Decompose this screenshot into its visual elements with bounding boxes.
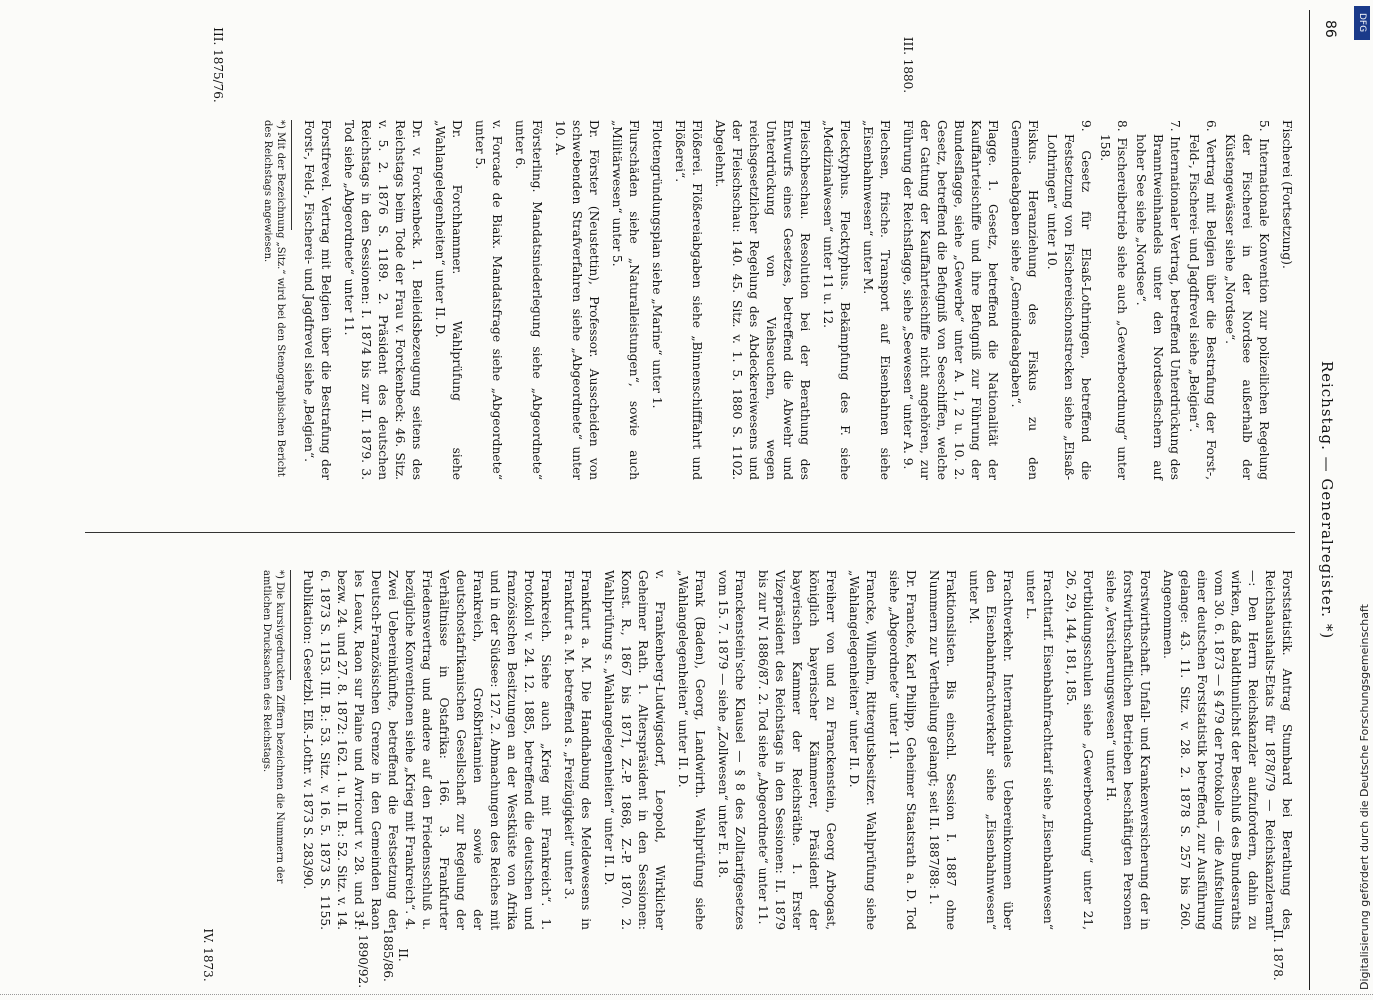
index-entry: Flottengründungsplan siehe „Marine“ unter 1. bbox=[650, 120, 664, 409]
list-item: 8. Fischereibetrieb siehe auch „Gewerbeordnung“ unter 158. bbox=[1098, 120, 1129, 480]
index-entry: Freiherr von und zu Franckenstein, Georg Arbogast, königlich bayerischer Kämmerer, Präsident der bayerischen Kammer der Reichsräthe. 1. Erster Vizepräsident des Reichstags in den Sessionen: II. 1879 bis zur IV. 1886/87. 2. Tod siehe „Abgeordnete“ unter 11. bbox=[756, 570, 838, 930]
index-entry: Dr. v. Forckenbeck. 1. Beileidsbezeugung seitens des Reichstags beim Tode der Frau v. Forckenbeck: 46. Sitz. v. 5. 2. 1876 S. 1189. 2. Präsident des deutschen Reichstags in den Sessionen: I. 1874 bis zur II. 1879. 3. Tod siehe „Abgeordnete“ unter 11. bbox=[342, 120, 424, 480]
index-entry: Flößerei. Flößereiabgaben siehe „Binnenschifffahrt und Flößerei“. bbox=[673, 120, 704, 480]
right-column bbox=[85, 570, 1295, 930]
scan-edge-line bbox=[0, 994, 1373, 995]
index-entry: v. Frankenberg-Ludwigsdorf, Leopold, Wirklicher Geheimer Rath. 1. Alterspräsident in den Sessionen: Konst. R., 1867 bis 1871, Z.-P. 1868, Z.-P. 1870. 2. Wahlprüfung s. „Wahlangelegenheiten“ unter II. D. bbox=[602, 570, 667, 930]
index-entry: Forstfrevel. Vertrag mit Belgien über die Bestrafung der Forst-, Feld-, Fischerei- und Jagdfrevel siehe „Belgien“. bbox=[302, 120, 333, 480]
left-margin-notes bbox=[85, 20, 1295, 110]
index-entry: Fiskus. Heranziehung des Fiskus zu den Gemeindeabgaben siehe „Gemeindeabgaben“. bbox=[1009, 120, 1040, 480]
margin-note: II. 1885/86. bbox=[381, 928, 410, 982]
index-entry: Dr. Francke, Karl Philipp, Geheimer Staatsrath a. D. Tod siehe „Abgeordnete“ unter 11. bbox=[887, 570, 918, 930]
footnote-rule bbox=[290, 570, 291, 680]
running-title: Reichstag. — Generalregister. *) bbox=[1318, 360, 1336, 640]
list-item: 6. Vertrag mit Belgien über die Bestrafung der Forst-, Feld-, Fischerei- und Jagdfrevel siehe „Belgien“. bbox=[1187, 120, 1218, 480]
index-entry: Frachtverkehr. Internationales Uebereinkommen über den Eisenbahnfrachtverkehr siehe „Eisenbahnwesen“ unter M. bbox=[967, 570, 1015, 930]
digitization-credit bbox=[1330, 0, 1370, 1000]
index-entry: Frachttarif. Eisenbahnfrachttarif siehe „Eisenbahnwesen“ unter L. bbox=[1024, 570, 1055, 930]
index-entry: Försterling. Mandatsniederlegung siehe „Abgeordnete“ unter 6. bbox=[513, 120, 544, 480]
header-rule bbox=[1309, 10, 1310, 990]
page-number: 86 bbox=[1322, 20, 1338, 38]
margin-note: III. 1880. bbox=[901, 36, 915, 94]
index-entry: v. Forcade de Biaix. Mandatsfrage siehe „Abgeordnete“ unter 5. bbox=[473, 120, 504, 480]
margin-note: III. 1875/76. bbox=[211, 27, 225, 103]
index-entry: Dr. Forchhammer. Wahlprüfung siehe „Wahlangelegenheiten“ unter II. D. bbox=[433, 120, 464, 480]
index-entry: Frankreich. Siehe auch „Krieg mit Frankreich“. 1. Protokoll v. 24. 12. 1885, betreffend die deutschen und französischen Besitzungen an der Westküste von Afrika und in der Südsee: 127. 2. Abmachungen des Reiches mit Frankreich, Großbritannien sowie der deutschostafrikanischen Gesellschaft zur Regelung der Verhältnisse in Ostafrika: 166. 3. Frankfurter Friedensvertrag und andere auf den Friedensschluß u. bezügliche Konventionen siehe „Krieg mit Frankreich“. 4. Zwei Uebereinkünfte, betreffend die Festsetzung der Deutsch-Französischen Grenze in den Gemeinden Raon les Leaux, Raon sur Plaine und Avricourt v. 28. und 31. bezw. 24. und 27. 8. 1872: 162. 1. u. II. B.: 52. Sitz. v. 14. 6. 1873 S. 1153. III. B.: 53. Sitz. v. 16. 5. 1873 S. 1155. Publikation: Gesetzbl. Elß.-Lothr. v. 1873 S. 283/90. bbox=[301, 570, 553, 930]
index-entry: Flagge. 1. Gesetz, betreffend die Nationalität der Kauffahrteischiffe und ihre Befugniß zur Führung der Bundesflagge, siehe „Gewerbe“ unter A. 1, 2 u. 10. 2. Gesetz, betreffend die Befugniß von Seeschiffen, welche der Gattung der Kauffahrteischiffe nicht angehören, zur Führung der Reichsflagge, siehe „Seewesen“ unter A. 9. bbox=[901, 120, 1000, 480]
index-entry: Francke, Wilhelm, Rittergutsbesitzer. Wahlprüfung siehe „Wahlangelegenheiten“ unter II. D. bbox=[847, 570, 878, 930]
list-item: 5. Internationale Konvention zur polizeilichen Regelung der Fischerei in der Nordsee außerhalb der Küstengewässer siehe „Nordsee“. bbox=[1223, 120, 1271, 480]
footnote: *) Mit der Bezeichnung „Sitz.“ wird bei den Stenographischen Bericht des Reichstags angewiesen. bbox=[262, 120, 286, 477]
margin-note: I. 1890/92. bbox=[356, 921, 370, 989]
list-item: 7. Internationaler Vertrag, betreffend Unterdrückung des Branntweinhandels unter den Nordseefischern auf hoher See siehe „Nordsee“. bbox=[1134, 120, 1182, 480]
left-column bbox=[85, 120, 1295, 480]
dfg-logo: DFG bbox=[1354, 6, 1370, 40]
credit-text: Digitalisierung gefördert durch die Deutsche Forschungsgemeinschaft bbox=[1358, 604, 1371, 990]
index-entry: Franckenstein'sche Klausel — § 8 des Zolltarifgesetzes vom 15. 7. 1879 — siehe „Zollwesen“ unter E. 18. bbox=[716, 570, 747, 930]
index-entry: Flecktyphus. Flecktyphus. Bekämpfung des F. siehe „Medizinalwesen“ unter 11 u. 12. bbox=[821, 120, 852, 480]
right-margin-notes bbox=[85, 920, 1295, 990]
index-entry: Fleischbeschau. Resolution bei der Berathung des Entwurfs eines Gesetzes, betreffend die Abwehr und Unterdrückung von Viehseuchen, wegen reichsgesetzlicher Regelung des Abdeckereiwesens und der Fleischschau: 140. 45. Sitz. v. 1. 5. 1880 S. 1102. Abgelehnt. bbox=[713, 120, 812, 480]
index-entry: Forststatistik. Antrag Stumbard bei Berathung des Reichshaushalts-Etats für 1878/79 — Reichskanzleramt —: Den Herrn Reichskanzler aufzufordern, dahin zu wirken, daß baldthunlichst der Beschluß des Bundesraths vom 30. 6. 1873 — § 479 der Protokolle — die Aufstellung einer deutschen Forststatistik betreffend, zur Ausführung gelange: 43. 11. Sitz. v. 28. 2. 1878 S. 257 bis 260. Angenommen. bbox=[1161, 570, 1294, 930]
rotated-page bbox=[30, 10, 1350, 990]
index-entry: Dr. Förster (Neustettin), Professor. Ausscheiden von schwebenden Strafverfahren siehe „Abgeordnete“ unter 10. A. bbox=[553, 120, 601, 480]
footnote: *) Die kursivgedruckten Ziffern bezeichnen die Nummern der amtlichen Drucksachen des Reichstags. bbox=[261, 570, 285, 884]
index-entry: Flurschäden siehe „Naturalleistungen“, sowie auch „Militärwesen“ unter 5. bbox=[610, 120, 641, 480]
margin-note: II. 1878. bbox=[1271, 929, 1285, 981]
margin-note: IV. 1873. bbox=[201, 928, 215, 982]
footnote-rule bbox=[291, 120, 292, 230]
index-entry: Fraktionslisten. Bis einschl. Session I. 1887 ohne Nummern zur Vertheilung gelangt; seit II. 1887/88: 1. bbox=[927, 570, 958, 930]
index-entry: Forstwirthschaft. Unfall- und Krankenversicherung der in forstwirthschaftlichen Betrieben beschäftigten Personen siehe „Versicherungswesen“ unter H. bbox=[1104, 570, 1152, 930]
index-entry: Frankfurt a. M. Die Handhabung des Meldewesens in Frankfurt a. M. betreffend s. „Freizügigkeit“ unter 3. bbox=[562, 570, 593, 930]
continuation-heading: Fischerei (Fortsetzung). bbox=[1280, 120, 1294, 269]
column-divider bbox=[85, 532, 1295, 533]
list-item: 9. Gesetz für Elsaß-Lothringen, betreffend die Festsetzung von Fischereischonstrecken siehe „Elsaß-Lothringen“ unter 10. bbox=[1045, 120, 1093, 480]
index-entry: Fortbildungsschulen siehe „Gewerbeordnung“ unter 21, 26, 29, 144, 181, 185. bbox=[1064, 570, 1095, 930]
index-entry: Flechsen, frische. Transport auf Eisenbahnen siehe „Eisenbahnwesen“ unter M. bbox=[861, 120, 892, 480]
index-entry: Frank (Baden), Georg, Landwirth. Wahlprüfung siehe „Wahlangelegenheiten“ unter II. D. bbox=[676, 570, 707, 930]
